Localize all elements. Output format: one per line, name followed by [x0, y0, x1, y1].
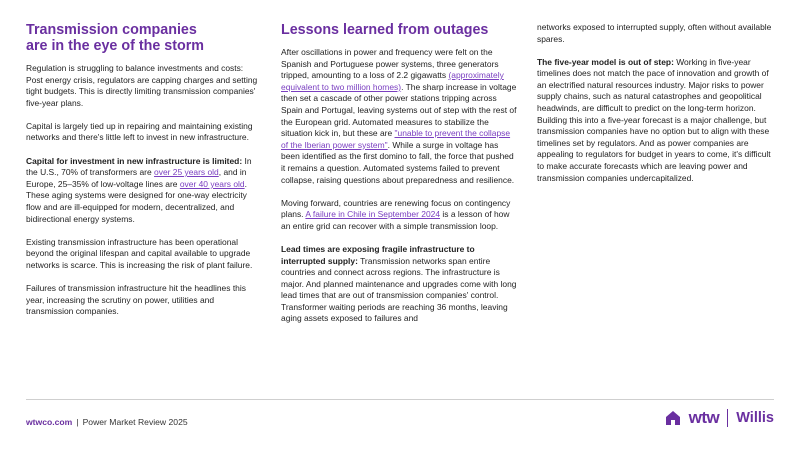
house-icon: [665, 410, 681, 426]
text: . The sharp increase in voltage then set a cascade of other power stations tripping across Spain and Portugal, leaving systems out of step with the rest of the European grid. Automated measures to stabilize the situation kick in, but these are: [281, 81, 517, 139]
paragraph-five-year-model: [537, 57, 777, 185]
logo-willis: Willis: [736, 410, 774, 426]
column-1: [26, 22, 261, 329]
text: , and in Europe, 25–35% of low-voltage lines are: [26, 167, 247, 189]
paragraph-contingency: [281, 198, 518, 233]
link-over-25-years[interactable]: over 25 years old: [154, 167, 219, 178]
paragraph: Regulation is struggling to balance investments and costs: Post energy crisis, regulators are capping charges and setting tight budgets. This is directly limiting transmission companies' five-year plans.: [26, 63, 258, 108]
footer: [26, 417, 188, 427]
footer-separator: |: [76, 417, 79, 427]
text: Working in five-year timelines does not match the pace of innovation and growth of an electrified natural resources industry. Major risks to power supply chains, such as natural catastrophes and geopolitical headwinds, are difficult to predict on the long-term horizon. Building this into a five-year forecast is a major challenge, but transmission companies have no option but to align with these timelines set by regulators. And as power companies are appealing to regulators for budget in years to come, it's difficult to make accurate forecasts which are leaving power and transmission companies undercapitalized.: [537, 56, 771, 183]
paragraph-capital-investment: [26, 156, 261, 226]
logo-divider: [727, 409, 728, 427]
paragraph: Capital is largely tied up in repairing and maintaining existing networks and there's little left to invest in new infrastructure.: [26, 120, 253, 143]
text: is a lesson of how an entire grid can recover with a simple transmission loop.: [281, 209, 510, 231]
bold-lead: The five-year model is out of step:: [537, 56, 674, 67]
wtw-willis-logo: [665, 408, 774, 428]
paragraph: Existing transmission infrastructure has been operational beyond the original lifespan and capital available to upgrade networks is scarce. This is increasing the risk of plant failure.: [26, 236, 253, 270]
paragraph-lead-times: [281, 244, 518, 325]
section-heading-transmission: [26, 22, 261, 54]
link-over-40-years[interactable]: over 40 years old: [179, 178, 245, 189]
text: Moving forward, countries are renewing focus on contingency plans.: [281, 197, 511, 220]
text: In the U.S., 70% of transformers are: [26, 155, 252, 178]
logo-wtw: wtw: [688, 408, 720, 427]
footer-divider: [26, 399, 774, 400]
heading-line-1: Transmission companies: [26, 22, 197, 38]
link-iberian-collapse[interactable]: "unable to prevent the collapse of the Iberian power system": [281, 128, 511, 150]
link-two-million-homes[interactable]: (approximately equivalent to two million homes): [281, 70, 504, 92]
link-chile-failure[interactable]: A failure in Chile in September 2024: [305, 209, 441, 220]
column-2: [281, 22, 518, 337]
text: . While a surge in voltage has been identified as the first domino to fall, the force that pushed it remains a question. Automated systems failed to prevent collapse, raising questions about preparedness and resilience.: [281, 139, 515, 185]
paragraph: Failures of transmission infrastructure hit the headlines this year, increasing the scrutiny on power, utilities and transmission companies.: [26, 282, 246, 317]
bold-lead: Capital for investment in new infrastructure is limited:: [26, 155, 243, 166]
heading-line-2: are in the eye of the storm: [26, 38, 204, 54]
text: After oscillations in power and frequency were felt on the Spanish and Portuguese power systems, three generators tripped, amounting to a loss of 2.2 gigawatts: [281, 47, 499, 81]
paragraph-outage: [281, 47, 518, 186]
footer-site-link[interactable]: wtwco.com: [26, 417, 73, 427]
text: Transmission networks span entire countries and connect across regions. The infrastructure is major. And planned maintenance and upgrades come with long lead times that are out of transmission companies' control. Transformer waiting periods are reaching 36 months, leaving aging assets exposed to failures and: [281, 255, 517, 324]
section-heading-lessons: Lessons learned from outages: [281, 22, 489, 38]
paragraph-continued: networks exposed to interrupted supply, often without available spares.: [537, 22, 772, 44]
column-3: [537, 22, 777, 196]
footer-publication: Power Market Review 2025: [82, 417, 188, 427]
text: . These aging systems were designed for one-way electricity flow and are ill-equipped for modern, decentralized, and bidirectional energy systems.: [26, 178, 247, 224]
bold-lead: Lead times are exposing fragile infrastructure to interrupted supply:: [281, 243, 475, 266]
